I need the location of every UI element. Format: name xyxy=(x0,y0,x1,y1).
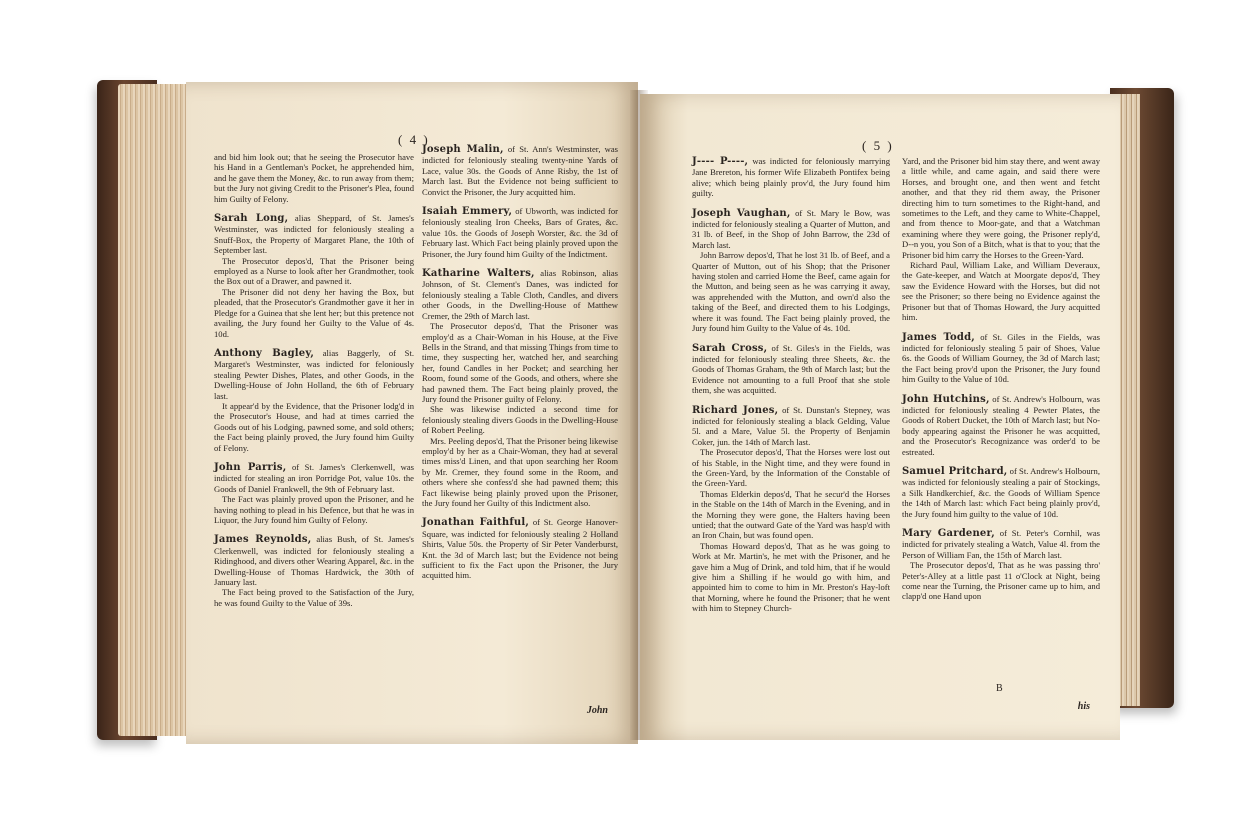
entry-paragraph xyxy=(902,560,1100,602)
entry-text: Thomas Elderkin depos'd, That he secur'd the Horses in the Stable on the 14th of March in the Evening, and in the Morning they were gone, the Halters having been untied; that the outward Gate of the Yard was hasp'd with an Iron Chain, but was found open. xyxy=(692,488,890,541)
trial-entry xyxy=(692,208,890,334)
entry-text: Richard Paul, William Lake, and William Deveraux, the Gate-keeper, and Watch at Moorgate depos'd, They saw the Evidence Howard with the Horses, but did not see the Prisoner; so there being no Evidence against the Prisoner but that of Thomas Howard, the Jury acquitted him. xyxy=(902,260,1100,323)
catchword: his xyxy=(1077,701,1090,712)
entry-text: of St. Andrew's Holbourn, was indicted for feloniously stealing a pair of Stockings, a Silk Handkerchief, &c. the Goods of William Spence the 14th of March last: which Fact being plainly prov'd, the Jury found him guilty to the value of 10d. xyxy=(902,465,1100,519)
entry-paragraph xyxy=(214,256,414,287)
entry-text: of St. Ann's Westminster, was indicted for feloniously stealing twenty-nine Yards of Lace, value 30s. the Goods of Anne Risby, the 1st of March last. But the Evidence not being sufficient to Convict the Prisoner, the Jury acquitted him. xyxy=(422,144,619,197)
entry-text: of St. Giles in the Fields, was indicted for feloniously stealing 5 pair of Shoes, Value 6s. the Goods of William Gourney, the 3d of March last; the Fact being prov'd upon the Prisoner, the Jury found him Guilty to the Value of 10d. xyxy=(902,331,1101,385)
entry-paragraph xyxy=(214,462,414,494)
trial-entry xyxy=(902,332,1100,385)
defendant-name: Sarah Cross, xyxy=(692,342,768,354)
entry-text: The Prisoner did not deny her having the Box, but pleaded, that the Prosecutor's Grandmother gave it her in Pledge for a Guinea that she lent her; but this pretence not availing, the Jury found her Guilty to the Value of 4s. 10d. xyxy=(214,286,414,339)
trial-entry xyxy=(422,268,618,508)
entry-paragraph xyxy=(692,250,890,333)
defendant-name: Mary Gardener, xyxy=(902,528,995,539)
trial-entry xyxy=(902,528,1100,602)
defendant-name: Jonathan Faithful, xyxy=(422,517,530,529)
defendant-name: Richard Jones, xyxy=(692,404,779,416)
trial-entry xyxy=(422,144,618,197)
text-column xyxy=(422,144,618,590)
entry-paragraph xyxy=(422,404,618,435)
trial-entry xyxy=(214,534,414,608)
entry-text: The Prosecutor depos'd, That the Horses were lost out of his Stable, in the Night time, and they were found in the Green-Yard, by the Information of the Constable of the Green-Yard. xyxy=(692,447,890,489)
page-number: ( 4 ) xyxy=(398,132,430,147)
entry-text: alias Baggerly, of St. Margaret's Westminster, was indicted for feloniously stealing Pewter Dishes, Plates, and other Goods, in the Dwelling-House of John Holland, the 6th of February last. xyxy=(214,347,414,401)
entry-paragraph xyxy=(422,517,618,580)
trial-entry xyxy=(214,213,414,339)
entry-text: of St. Giles's in the Fields, was indicted for feloniously stealing three Sheets, &c. the Goods of Thomas Graham, the 9th of March last; but the Evidence not amounting to a full Proof that she stole them, she was acquitted. xyxy=(692,342,890,396)
entry-paragraph xyxy=(214,494,414,525)
trial-entry xyxy=(214,348,414,453)
entry-text: and bid him look out; that he seeing the Prosecutor have his Hand in a Gentleman's Pocket, he apprehended him, and he gave them the Money, &c. to run away from them; but the Jury not giving Credit to the Prisoner's Plea, found him Guilty of Felony. xyxy=(214,152,414,204)
entry-text: Thomas Howard depos'd, That as he was going to Work at Mr. Martin's, he met with the Prisoner, and he gave him a Mug of Drink, and told him, that if he would give him a Shilling if he would go with him, and appointed him to come to him in Mr. Preston's Hay-loft that Morning, where he found the Prisoner; that he went with him to Stepney Church- xyxy=(692,540,890,614)
entry-paragraph xyxy=(902,332,1100,385)
entry-paragraph xyxy=(422,268,618,321)
entry-paragraph xyxy=(692,405,890,448)
defendant-name: Samuel Pritchard, xyxy=(902,465,1008,477)
trial-entry xyxy=(214,152,414,204)
entry-paragraph xyxy=(902,156,1100,260)
page-edges-left xyxy=(118,84,188,736)
entry-text: The Fact being proved to the Satisfaction of the Jury, he was found Guilty to the Value of 39s. xyxy=(214,587,414,608)
entry-text: The Fact was plainly proved upon the Prisoner, and he having nothing to plead in his Defence, but that he was in Liquor, the Jury found him Guilty of Felony. xyxy=(214,494,414,525)
trial-entry xyxy=(692,405,890,614)
entry-paragraph xyxy=(692,208,890,251)
defendant-name: James Reynolds, xyxy=(214,534,312,546)
entry-text: alias Sheppard, of St. James's Westminster, was indicted for feloniously stealing a Snuff-Box, the Property of Margaret Plane, the 10th of September last. xyxy=(214,213,414,256)
defendant-name: James Todd, xyxy=(902,331,975,343)
defendant-name: Anthony Bagley, xyxy=(214,347,315,359)
entry-text: The Prosecutor depos'd, That the Prisoner was employ'd as a Chair-Woman in his House, at the Five Bells in the Strand, and that missing Things from time to time, they suspecting her, watched her, and searching her, found Candles in her Pocket; and searching her Room, found some of the Goods, and others, where she had pawned them. The Fact being plainly proved, the Jury found the Prisoner guilty of Felony. xyxy=(422,321,618,404)
trial-entry xyxy=(902,466,1100,519)
entry-text: of St. Andrew's Holbourn, was indicted for feloniously stealing 4 Pewter Plates, the Goods of Robert Ducket, the 10th of March last; but No-body appearing against the Prisoner he was acquitted, and the Prosecutor's Recognizance was order'd to be estreated. xyxy=(902,393,1100,457)
entry-paragraph xyxy=(214,213,414,256)
trial-entry xyxy=(692,156,890,199)
entry-text: Mrs. Peeling depos'd, That the Prisoner being likewise employ'd by her as a Chair-Woman, they had at several times miss'd Linen, and that upon searching her Room by Mr. Cremer, they found some in the Room, and others where she confess'd she had pawned them; this Fact likewise being plainly proved upon the Prisoner, the Jury found her Guilty of this Indictment also. xyxy=(422,435,618,508)
entry-text: She was likewise indicted a second time for feloniously stealing divers Goods in the Dwelling-House of Robert Peeling. xyxy=(422,404,618,436)
entry-paragraph xyxy=(692,343,890,396)
entry-text: Yard, and the Prisoner bid him stay there, and went away a little while, and came again, and said there were Horses, and brought one, and then went and fetcht another, and that they rid them away, the Prisoner directing him to turn sometimes to the Right-hand, and sometimes to the Left, and they came to White-Chappel, and from thence to Moor-gate, and that a Watchman examining where they were going, the Prisoner reply'd, D--n you, you Son of a Bitch, what is that to you; that the Prisoner bid him carry the Horses to the Green-Yard. xyxy=(902,156,1100,260)
entry-text: alias Bush, of St. James's Clerkenwell, was indicted for feloniously stealing a Ridinghood, and divers other Wearing Apparel, &c. in the Dwelling-House of Thomas Hardwick, the 30th of January last. xyxy=(214,534,415,588)
trial-entry xyxy=(422,206,618,259)
entry-text: The Prosecutor depos'd, That as he was passing thro' Peter's-Alley at a little past 11 o'Clock at Night, being come near the Turning, the Prisoner came up to him, and clapp'd one Hand upon xyxy=(902,560,1100,602)
entry-text: of St. George Hanover-Square, was indicted for feloniously stealing 2 Holland Shirts, Value 50s. the Property of Sir Peter Vanderburst, Knt. the 3d of March last; but the Evidence not being sufficient to fix the Fact upon the Prisoner, the Jury acquitted him. xyxy=(422,517,618,581)
entry-paragraph xyxy=(214,348,414,401)
entry-paragraph xyxy=(902,394,1100,457)
entry-text: The Prosecutor depos'd, That the Prisoner being employed as a Nurse to look after her Grandmother, took the Box out of a Drawer, and pawned it. xyxy=(214,255,414,287)
entry-paragraph xyxy=(214,587,414,608)
entry-paragraph xyxy=(214,287,414,339)
defendant-name: Katharine Walters, xyxy=(422,268,535,280)
entry-paragraph xyxy=(902,260,1100,322)
trial-entry xyxy=(902,394,1100,457)
right-page xyxy=(640,94,1120,740)
entry-text: of St. Mary le Bow, was indicted for feloniously stealing a Quarter of Mutton, and 31 lb. of Beef, in the Shop of John Barrow, the 23d of March last. xyxy=(692,207,890,250)
entry-paragraph xyxy=(214,152,414,204)
signature-mark: B xyxy=(996,683,1003,694)
trial-entry xyxy=(692,343,890,396)
entry-paragraph xyxy=(422,321,618,404)
entry-paragraph xyxy=(422,144,618,197)
entry-paragraph xyxy=(692,541,890,614)
entry-paragraph xyxy=(214,534,414,587)
entry-text: of Ubworth, was indicted for feloniously stealing Iron Cheeks, Bars of Grates, &c. value 10s. the Goods of Joseph Worster, &c. the 3d of February last. Which Fact being plainly proved upon the Prisoner, the Jury found him Guilty of the Indictment. xyxy=(422,206,618,259)
defendant-name: John Parris, xyxy=(214,461,287,473)
text-column xyxy=(214,152,414,617)
trial-entry xyxy=(422,517,618,580)
defendant-name: Joseph Malin, xyxy=(422,144,504,155)
text-column xyxy=(692,156,890,623)
left-page xyxy=(186,82,638,744)
entry-paragraph xyxy=(422,206,618,259)
entry-paragraph xyxy=(422,436,618,509)
trial-entry xyxy=(214,462,414,525)
entry-paragraph xyxy=(214,401,414,453)
entry-paragraph xyxy=(692,156,890,199)
defendant-name: J---- P----, xyxy=(692,156,749,167)
entry-text: was indicted for feloniously marrying Jane Brereton, his former Wife Elizabeth Pontifex being alive; which being plainly prov'd, the Jury found him guilty. xyxy=(692,156,890,199)
entry-text: John Barrow depos'd, That he lost 31 lb. of Beef, and a Quarter of Mutton, out of his Shop; that the Prisoner having stolen and carried Home the Beef, came again for the Mutton, and being seen as he was carrying it away, was apprehended with the Mutton, and own'd also the taking of the Beef, and directed them to his Lodgings, where it was found. The Fact being plainly proved, the Jury found him Guilty to the Value of 4s. 10d. xyxy=(692,250,890,334)
entry-paragraph xyxy=(902,466,1100,519)
entry-paragraph xyxy=(902,528,1100,560)
page-number: ( 5 ) xyxy=(862,138,894,153)
entry-text: of St. Peter's Cornhil, was indicted for privately stealing a Watch, Value 4l. from the Person of William Fan, the 15th of March last. xyxy=(902,528,1100,560)
text-column xyxy=(902,156,1100,611)
defendant-name: Joseph Vaughan, xyxy=(692,207,791,219)
defendant-name: Sarah Long, xyxy=(214,213,289,225)
defendant-name: John Hutchins, xyxy=(902,393,990,405)
entry-paragraph xyxy=(692,447,890,489)
trial-entry xyxy=(902,156,1100,323)
entry-paragraph xyxy=(692,489,890,541)
entry-text: of St. Dunstan's Stepney, was indicted for feloniously stealing a black Gelding, Value 5l. and a Mare, Value 5l. the Property of Benjamin Coker, jun. the 14th of March last. xyxy=(692,404,890,447)
entry-text: alias Robinson, alias Johnson, of St. Clement's Danes, was indicted for feloniously stealing a Table Cloth, Candles, and divers other Goods, in the Dwelling-House of Matthew Cremer, the 29th of March last. xyxy=(422,268,618,321)
entry-text: It appear'd by the Evidence, that the Prisoner lodg'd in the Prosecutor's House, and had at times carried the Goods out of his Lodging, pawned some, and sold others; the Fact being plainly proved, the Jury found him Guilty of Felony. xyxy=(214,400,414,453)
catchword: John xyxy=(586,705,608,716)
entry-text: of St. James's Clerkenwell, was indicted for stealing an iron Porridge Pot, value 10s. the Goods of Daniel Frankwell, the 9th of February last. xyxy=(214,461,414,494)
defendant-name: Isaiah Emmery, xyxy=(422,206,513,218)
